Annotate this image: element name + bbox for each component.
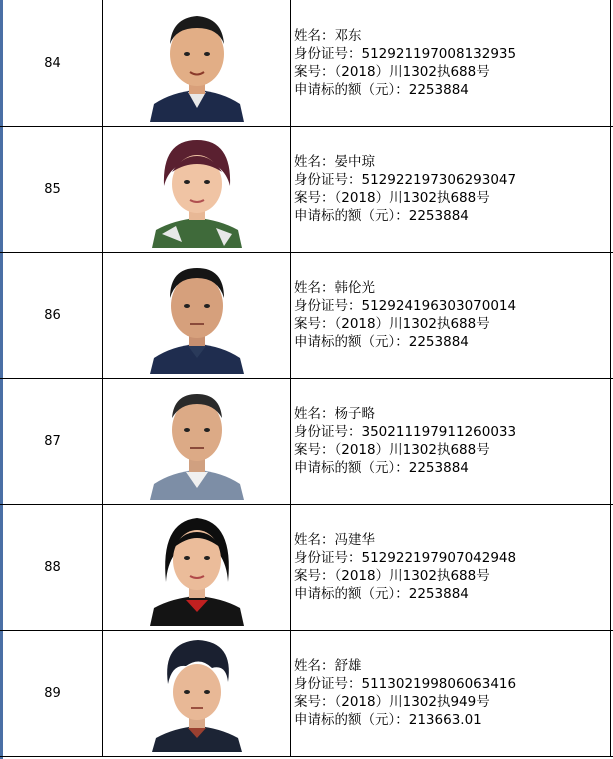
case-line xyxy=(294,189,610,207)
amount-line xyxy=(294,459,610,477)
column-divider xyxy=(290,126,291,252)
case-label: 案号： xyxy=(294,568,335,584)
person-info xyxy=(294,126,610,252)
column-divider xyxy=(610,630,611,756)
case-value: （2018）川1302执949号 xyxy=(334,694,490,710)
row-index: 86 xyxy=(44,307,61,323)
person-info xyxy=(294,378,610,504)
id-label: 身份证号： xyxy=(294,298,362,314)
column-divider xyxy=(290,504,291,630)
portrait-photo xyxy=(142,382,252,500)
column-divider xyxy=(610,378,611,504)
photo-cell xyxy=(103,378,290,504)
case-line xyxy=(294,567,610,585)
case-label: 案号： xyxy=(294,64,335,80)
case-label: 案号： xyxy=(294,190,335,206)
row-index: 85 xyxy=(44,181,61,197)
case-line xyxy=(294,63,610,81)
row-index: 88 xyxy=(44,559,61,575)
case-line xyxy=(294,315,610,333)
amount-label: 申请标的额（元）： xyxy=(294,460,409,476)
name-value: 舒雄 xyxy=(334,658,362,674)
amount-value: 2253884 xyxy=(408,82,469,98)
row-index: 89 xyxy=(44,685,61,701)
table-row xyxy=(0,504,613,630)
row-index: 84 xyxy=(44,55,61,71)
amount-line xyxy=(294,585,610,603)
person-info xyxy=(294,630,610,756)
name-line xyxy=(294,657,610,675)
name-line xyxy=(294,279,610,297)
id-label: 身份证号： xyxy=(294,172,362,188)
id-label: 身份证号： xyxy=(294,424,362,440)
column-divider xyxy=(610,126,611,252)
id-label: 身份证号： xyxy=(294,676,362,692)
name-value: 邓东 xyxy=(334,28,362,44)
amount-value: 2253884 xyxy=(408,460,469,476)
portrait-photo xyxy=(142,508,252,626)
id-value: 512922197306293047 xyxy=(361,172,517,188)
name-value: 杨子略 xyxy=(334,406,375,422)
name-label: 姓名： xyxy=(294,154,335,170)
row-index: 87 xyxy=(44,433,61,449)
column-divider xyxy=(290,630,291,756)
photo-cell xyxy=(103,126,290,252)
amount-label: 申请标的额（元）： xyxy=(294,586,409,602)
table-row xyxy=(0,252,613,378)
table-row xyxy=(0,0,613,126)
person-info xyxy=(294,252,610,378)
name-label: 姓名： xyxy=(294,406,335,422)
amount-value: 2253884 xyxy=(408,208,469,224)
column-divider xyxy=(290,378,291,504)
id-value: 511302199806063416 xyxy=(361,676,517,692)
case-line xyxy=(294,441,610,459)
amount-label: 申请标的额（元）： xyxy=(294,712,409,728)
id-value: 512924196303070014 xyxy=(361,298,517,314)
amount-line xyxy=(294,207,610,225)
amount-line xyxy=(294,81,610,99)
case-label: 案号： xyxy=(294,442,335,458)
photo-cell xyxy=(103,252,290,378)
name-line xyxy=(294,531,610,549)
id-value: 512922197907042948 xyxy=(361,550,517,566)
table-row xyxy=(0,126,613,252)
id-line xyxy=(294,549,610,567)
id-value: 512921197008132935 xyxy=(361,46,517,62)
case-value: （2018）川1302执688号 xyxy=(334,316,490,332)
name-label: 姓名： xyxy=(294,280,335,296)
name-value: 晏中琼 xyxy=(334,154,375,170)
name-label: 姓名： xyxy=(294,28,335,44)
name-value: 韩伦光 xyxy=(334,280,375,296)
amount-value: 2253884 xyxy=(408,586,469,602)
case-line xyxy=(294,693,610,711)
case-value: （2018）川1302执688号 xyxy=(334,442,490,458)
amount-label: 申请标的额（元）： xyxy=(294,208,409,224)
table-row xyxy=(0,630,613,756)
case-label: 案号： xyxy=(294,316,335,332)
id-line xyxy=(294,297,610,315)
amount-label: 申请标的额（元）： xyxy=(294,82,409,98)
photo-cell xyxy=(103,504,290,630)
column-divider xyxy=(290,0,291,126)
id-line xyxy=(294,45,610,63)
case-value: （2018）川1302执688号 xyxy=(334,64,490,80)
case-label: 案号： xyxy=(294,694,335,710)
name-line xyxy=(294,27,610,45)
portrait-photo xyxy=(142,130,252,248)
name-label: 姓名： xyxy=(294,658,335,674)
portrait-photo xyxy=(142,634,252,752)
portrait-photo xyxy=(142,256,252,374)
table-row xyxy=(0,378,613,504)
id-label: 身份证号： xyxy=(294,550,362,566)
portrait-photo xyxy=(142,4,252,122)
name-value: 冯建华 xyxy=(334,532,375,548)
amount-line xyxy=(294,333,610,351)
column-divider xyxy=(610,504,611,630)
column-divider xyxy=(610,252,611,378)
name-line xyxy=(294,153,610,171)
id-line xyxy=(294,675,610,693)
amount-value: 213663.01 xyxy=(408,712,482,728)
case-value: （2018）川1302执688号 xyxy=(334,568,490,584)
case-value: （2018）川1302执688号 xyxy=(334,190,490,206)
person-info xyxy=(294,0,610,126)
photo-cell xyxy=(103,630,290,756)
amount-line xyxy=(294,711,610,729)
id-label: 身份证号： xyxy=(294,46,362,62)
amount-value: 2253884 xyxy=(408,334,469,350)
column-divider xyxy=(290,252,291,378)
column-divider xyxy=(610,0,611,126)
photo-cell xyxy=(103,0,290,126)
amount-label: 申请标的额（元）： xyxy=(294,334,409,350)
name-label: 姓名： xyxy=(294,532,335,548)
person-info xyxy=(294,504,610,630)
name-line xyxy=(294,405,610,423)
id-line xyxy=(294,423,610,441)
id-line xyxy=(294,171,610,189)
id-value: 350211197911260033 xyxy=(361,424,517,440)
